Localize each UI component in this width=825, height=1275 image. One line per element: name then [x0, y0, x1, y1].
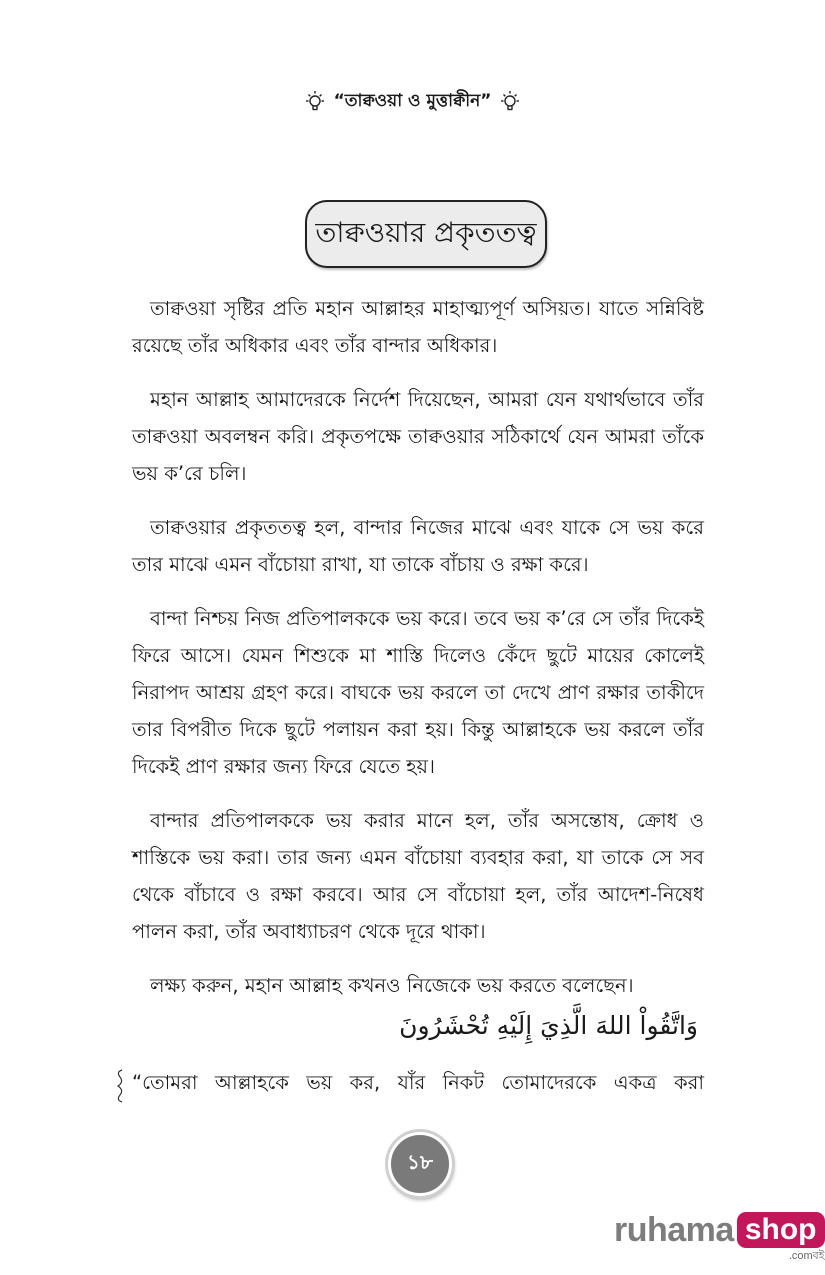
paragraph: তাক্বওয়া সৃষ্টির প্রতি মহান আল্লাহর মাহাত্ম্যপূর্ণ অসিয়ত। যাতে সন্নিবিষ্ট রয়েছে তাঁর অধিকার এবং তাঁর বান্দার অধিকার। — [132, 297, 704, 357]
body-text — [132, 290, 704, 1021]
arabic-verse: وَاتَّقُواْ اللهَ الَّذِيَ إِلَيْهِ تُحْشَرُونَ — [399, 1011, 698, 1040]
logo-brand-right: shop — [737, 1212, 825, 1248]
paragraph: বান্দা নিশ্চয় নিজ প্রতিপালককে ভয় করে। তবে ভয় ক’রে সে তাঁর দিকেই ফিরে আসে। যেমন শিশুকে মা শাস্তি দিলেও কেঁদে ছুটে মায়ের কোলেই নিরাপদ আশ্রয় গ্রহণ করে। বাঘকে ভয় করলে তা দেখে প্রাণ রক্ষার তাকীদে তার বিপরীত দিকে ছুটে পলায়ন করা হয়। কিন্তু আল্লাহকে ভয় করলে তাঁর দিকেই প্রাণ রক্ষার জন্য ফিরে যেতে হয়। — [132, 607, 704, 778]
paragraph: বান্দার প্রতিপালককে ভয় করার মানে হল, তাঁর অসন্তোষ, ক্রোধ ও শাস্তিকে ভয় করা। তার জন্য এমন বাঁচোয়া ব্যবহার করা, যা তাকে সে সব থেকে বাঁচাবে ও রক্ষা করবে। আর সে বাঁচোয়া হল, তাঁর আদেশ-নিষেধ পালন করা, তাঁর অবাধ্যাচরণ থেকে দূরে থাকা। — [132, 809, 704, 943]
quote-bracket-icon — [112, 1068, 128, 1104]
page-number: ১৮ — [388, 1132, 452, 1196]
publisher-logo — [614, 1210, 825, 1262]
translation-quote: “তোমরা আল্লাহকে ভয় কর, যাঁর নিকট তোমাদেরকে একত্র করা — [132, 1071, 704, 1094]
logo-brand-left: ruhama — [614, 1211, 734, 1249]
running-header — [0, 88, 825, 116]
paragraph: তাক্বওয়ার প্রকৃততত্ব হল, বান্দার নিজের মাঝে এবং যাকে সে ভয় করে তার মাঝে এমন বাঁচোয়া রাখা, যা তাকে বাঁচায় ও রক্ষা করে। — [132, 516, 704, 576]
paragraph: মহান আল্লাহ আমাদেরকে নির্দেশ দিয়েছেন, আমরা যেন যথার্থভাবে তাঁর তাক্বওয়া অবলম্বন করি। প্রকৃতপক্ষে তাক্বওয়ার সঠিকার্থে যেন আমরা তাঁকে ভয় ক’রে চলি। — [132, 388, 704, 485]
logo-domain: .comবই — [788, 1250, 825, 1262]
light-bulb-icon — [499, 90, 521, 114]
paragraph: লক্ষ্য করুন, মহান আল্লাহ কখনও নিজেকে ভয় করতে বলেছেন। — [150, 974, 634, 997]
light-bulb-icon — [304, 90, 326, 114]
running-title: “তাক্বওয়া ও মুত্তাক্বীন” — [333, 91, 492, 111]
chapter-title: তাক্বওয়ার প্রকৃততত্ব — [305, 200, 547, 268]
